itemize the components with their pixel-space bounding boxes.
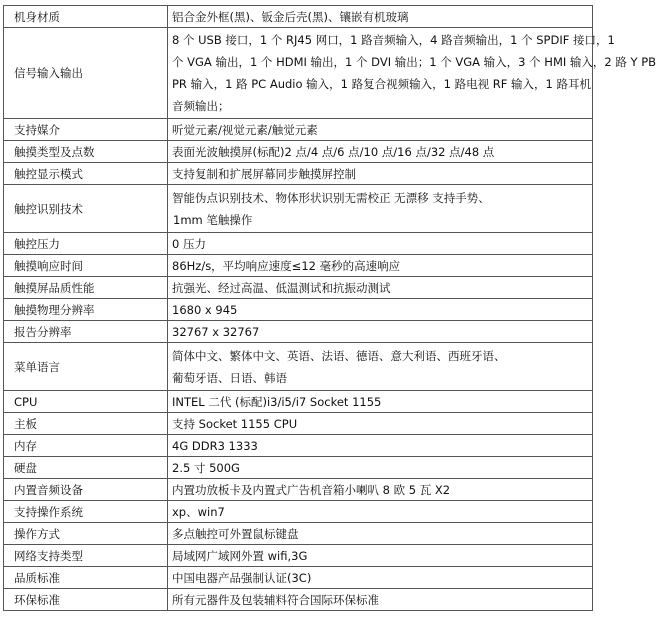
row-value: 听觉元素/视觉元素/触觉元素: [168, 119, 593, 141]
table-row: [4, 501, 593, 523]
row-value: [168, 343, 593, 391]
table-row: [4, 343, 593, 391]
row-value: 32767 x 32767: [168, 321, 593, 343]
table-row: [4, 321, 593, 343]
table-row: [4, 185, 593, 233]
row-label: 硬盘: [4, 457, 168, 479]
value-line: PR 输入，1 路 PC Audio 输入，1 路复合视频输入，1 路电视 RF 输入，1 路耳机: [172, 77, 592, 91]
row-label: 触摸类型及点数: [4, 141, 168, 163]
row-value: 多点触控可外置鼠标键盘: [168, 523, 593, 545]
row-value: [168, 185, 593, 233]
row-value: 所有元器件及包装辅料符合国际环保标准: [168, 589, 593, 611]
table-row: [4, 567, 593, 589]
row-value: 86Hz/s，平均响应速度≤12 毫秒的高速响应: [168, 255, 593, 277]
row-label: 触控压力: [4, 233, 168, 255]
row-label: 品质标准: [4, 567, 168, 589]
table-row: [4, 479, 593, 501]
row-label: 菜单语言: [4, 343, 168, 391]
row-label: 报告分辨率: [4, 321, 168, 343]
value-line: 葡萄牙语、日语、韩语: [172, 370, 287, 385]
row-label: 支持媒介: [4, 119, 168, 141]
table-row: [4, 141, 593, 163]
value-line: 智能伪点识别技术、物体形状识别无需校正 无漂移 支持手势、: [172, 190, 490, 205]
row-label: 内置音频设备: [4, 479, 168, 501]
row-value: 支持 Socket 1155 CPU: [168, 413, 593, 435]
row-value: 1680 x 945: [168, 299, 593, 321]
row-label: 环保标准: [4, 589, 168, 611]
table-row: [4, 435, 593, 457]
row-value: 抗强光、经过高温、低温测试和抗振动测试: [168, 277, 593, 299]
value-line: 简体中文、繁体中文、英语、法语、德语、意大利语、西班牙语、: [172, 348, 506, 363]
table-row: [4, 163, 593, 185]
table-row: [4, 589, 593, 611]
table-row: [4, 545, 593, 567]
table-row: [4, 391, 593, 413]
row-label: CPU: [4, 391, 168, 413]
value-line: 个 VGA 输出，1 个 HDMI 输出，1 个 DVI 输出；1 个 VGA 输入，3 个 HMI 输入，2 路 Y PB: [172, 55, 656, 69]
table-row: [4, 457, 593, 479]
table-row: [4, 255, 593, 277]
row-value: 4G DDR3 1333: [168, 435, 593, 457]
row-label: 操作方式: [4, 523, 168, 545]
row-label: 信号输入输出: [4, 28, 168, 119]
row-label: 触摸响应时间: [4, 255, 168, 277]
row-label: 机身材质: [4, 6, 168, 28]
row-value: 表面光波触摸屏(标配)2 点/4 点/6 点/10 点/16 点/32 点/48 点: [168, 141, 593, 163]
row-value: xp、win7: [168, 501, 593, 523]
row-value: 支持复制和扩展屏幕同步触摸屏控制: [168, 163, 593, 185]
row-value: 2.5 寸 500G: [168, 457, 593, 479]
spec-table: [3, 5, 656, 611]
row-label: 触摸物理分辨率: [4, 299, 168, 321]
row-label: 支持操作系统: [4, 501, 168, 523]
row-value: [168, 28, 656, 119]
table-row: [4, 233, 593, 255]
table-row: [4, 6, 593, 28]
row-value: INTEL 二代 (标配)i3/i5/i7 Socket 1155: [168, 391, 593, 413]
value-line: 8 个 USB 接口，1 个 RJ45 网口，1 路音频输入，4 路音频输出，1 个 SPDIF 接口，1: [172, 33, 615, 47]
value-line: 1mm 笔触操作: [173, 212, 253, 227]
row-value: 局域网广域网外置 wifi,3G: [168, 545, 593, 567]
row-label: 内存: [4, 435, 168, 457]
row-label: 网络支持类型: [4, 545, 168, 567]
row-value: 中国电器产品强制认证(3C): [168, 567, 593, 589]
table-row: [4, 119, 593, 141]
row-value: 内置功放板卡及内置式广告机音箱小喇叭 8 欧 5 瓦 X2: [168, 479, 593, 501]
table-row: [4, 28, 593, 119]
row-label: 触控显示模式: [4, 163, 168, 185]
row-label: 主板: [4, 413, 168, 435]
table-row: [4, 277, 593, 299]
row-label: 触控识别技术: [4, 185, 168, 233]
table-row: [4, 523, 593, 545]
row-label: 触摸屏品质性能: [4, 277, 168, 299]
value-line: 音频输出；: [172, 99, 230, 113]
table-row: [4, 413, 593, 435]
row-value: 0 压力: [168, 233, 593, 255]
table-row: [4, 299, 593, 321]
row-value: 铝合金外框(黑)、钣金后壳(黑)、镶嵌有机玻璃: [168, 6, 593, 28]
